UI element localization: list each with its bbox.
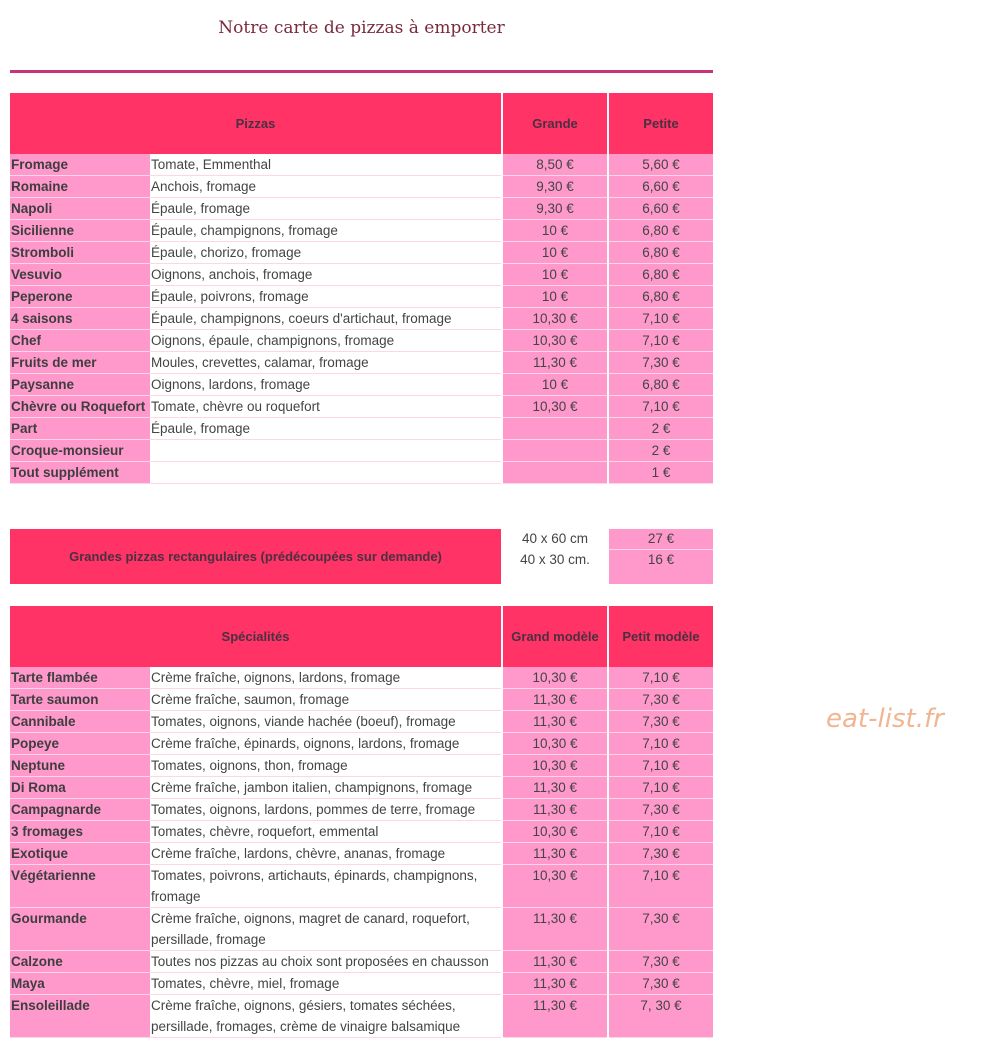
table-row (10, 951, 713, 973)
menu-item-name: Fruits de mer (10, 352, 150, 374)
menu-item-name: Chef (10, 330, 150, 352)
table-row (10, 440, 713, 462)
petite-header: Petite (609, 93, 713, 154)
menu-item-description (150, 462, 501, 484)
page-title: Notre carte de pizzas à emporter (218, 18, 505, 38)
menu-item-price-small: 7,10 € (609, 308, 713, 330)
menu-item-name: Napoli (10, 198, 150, 220)
menu-item-price-large: 10 € (503, 264, 607, 286)
menu-item-price-large: 10,30 € (503, 667, 607, 689)
table-row (10, 995, 713, 1038)
table-row (10, 711, 713, 733)
table-row (10, 908, 713, 951)
table-row (10, 755, 713, 777)
menu-item-name: Calzone (10, 951, 150, 973)
menu-item-price-small: 7,30 € (609, 951, 713, 973)
menu-item-price-small: 5,60 € (609, 154, 713, 176)
menu-item-price-small: 7,10 € (609, 330, 713, 352)
rect-price-small: 16 € (609, 550, 713, 570)
table-row (10, 396, 713, 418)
table-row (10, 821, 713, 843)
menu-item-name: Sicilienne (10, 220, 150, 242)
menu-item-description: Tomates, poivrons, artichauts, épinards, champignons, fromage (150, 865, 501, 908)
menu-item-price-large: 10 € (503, 374, 607, 396)
grand-modele-header: Grand modèle (503, 606, 607, 667)
pizzas-header: Pizzas (10, 93, 501, 154)
table-row (10, 777, 713, 799)
menu-item-name: Chèvre ou Roquefort (10, 396, 150, 418)
rectangular-pizzas (10, 529, 713, 584)
rect-price-large: 27 € (609, 529, 713, 549)
menu-item-name: Végétarienne (10, 865, 150, 908)
menu-item-price-small: 2 € (609, 418, 713, 440)
menu-item-price-large: 11,30 € (503, 995, 607, 1038)
menu-item-name: Croque-monsieur (10, 440, 150, 462)
menu-item-name: 4 saisons (10, 308, 150, 330)
table-row (10, 865, 713, 908)
menu-item-name: Paysanne (10, 374, 150, 396)
table-row (10, 352, 713, 374)
menu-item-price-small: 7,10 € (609, 777, 713, 799)
table-row (10, 733, 713, 755)
menu-item-price-small: 7, 30 € (609, 995, 713, 1038)
rectangular-label: Grandes pizzas rectangulaires (prédécoupées sur demande) (10, 529, 501, 584)
menu-item-name: Di Roma (10, 777, 150, 799)
menu-item-price-large: 10,30 € (503, 821, 607, 843)
menu-item-description: Crème fraîche, saumon, fromage (150, 689, 501, 711)
table-row (10, 286, 713, 308)
menu-item-name: Tarte flambée (10, 667, 150, 689)
menu-item-price-large: 11,30 € (503, 352, 607, 374)
menu-item-price-large (503, 418, 607, 440)
menu-item-name: Cannibale (10, 711, 150, 733)
menu-item-price-large: 10,30 € (503, 330, 607, 352)
menu-item-price-large (503, 440, 607, 462)
menu-item-price-large: 10,30 € (503, 865, 607, 908)
menu-item-name: Gourmande (10, 908, 150, 951)
table-row (10, 176, 713, 198)
menu-item-price-large: 11,30 € (503, 777, 607, 799)
menu-item-price-large: 10 € (503, 220, 607, 242)
menu-item-description: Épaule, fromage (150, 418, 501, 440)
pizzas-header-row (10, 93, 713, 154)
table-row (10, 220, 713, 242)
menu-item-name: Stromboli (10, 242, 150, 264)
menu-item-price-small: 2 € (609, 440, 713, 462)
menu-item-description: Tomates, oignons, lardons, pommes de terre, fromage (150, 799, 501, 821)
menu-item-description: Oignons, anchois, fromage (150, 264, 501, 286)
menu-item-price-large: 11,30 € (503, 843, 607, 865)
menu-item-name: 3 fromages (10, 821, 150, 843)
menu-item-description: Épaule, fromage (150, 198, 501, 220)
menu-item-price-large: 9,30 € (503, 176, 607, 198)
menu-item-name: Fromage (10, 154, 150, 176)
menu-item-price-large: 10 € (503, 286, 607, 308)
menu-item-price-small: 7,10 € (609, 865, 713, 908)
rect-size-small: 40 x 30 cm. (520, 552, 590, 567)
menu-item-price-large: 10,30 € (503, 755, 607, 777)
menu-item-price-large: 8,50 € (503, 154, 607, 176)
grande-header: Grande (503, 93, 607, 154)
watermark-logo: eat-list.fr (826, 704, 944, 734)
specials-header-row (10, 606, 713, 667)
menu-item-description: Épaule, champignons, coeurs d'artichaut, fromage (150, 308, 501, 330)
menu-item-price-large: 10,30 € (503, 733, 607, 755)
menu-item-price-small: 1 € (609, 462, 713, 484)
petit-modele-header: Petit modèle (609, 606, 713, 667)
menu-item-price-small: 7,30 € (609, 908, 713, 951)
menu-item-price-small: 7,10 € (609, 755, 713, 777)
menu-item-price-large: 10,30 € (503, 308, 607, 330)
menu-item-price-small: 7,10 € (609, 396, 713, 418)
menu-item-price-large: 11,30 € (503, 951, 607, 973)
menu-item-price-small: 6,80 € (609, 264, 713, 286)
menu-item-price-small: 7,30 € (609, 799, 713, 821)
menu-item-description: Crème fraîche, épinards, oignons, lardons, fromage (150, 733, 501, 755)
pizzas-table (10, 93, 713, 484)
menu-item-description: Anchois, fromage (150, 176, 501, 198)
table-row (10, 973, 713, 995)
menu-item-price-small: 6,60 € (609, 198, 713, 220)
menu-item-description: Crème fraîche, oignons, magret de canard, roquefort, persillade, fromage (150, 908, 501, 951)
menu-item-description: Crème fraîche, oignons, gésiers, tomates séchées, persillade, fromages, crème de vinaigre balsamique (150, 995, 501, 1038)
menu-item-price-small: 7,30 € (609, 843, 713, 865)
table-row (10, 308, 713, 330)
menu-item-name: Popeye (10, 733, 150, 755)
table-row (10, 374, 713, 396)
table-row (10, 264, 713, 286)
menu-item-name: Tarte saumon (10, 689, 150, 711)
menu-item-price-large: 11,30 € (503, 908, 607, 951)
menu-item-description: Épaule, poivrons, fromage (150, 286, 501, 308)
menu-item-description: Oignons, épaule, champignons, fromage (150, 330, 501, 352)
menu-item-price-small: 7,30 € (609, 973, 713, 995)
menu-item-name: Maya (10, 973, 150, 995)
menu-item-name: Neptune (10, 755, 150, 777)
menu-item-price-large: 11,30 € (503, 799, 607, 821)
menu-item-price-small: 6,80 € (609, 220, 713, 242)
menu-item-description (150, 440, 501, 462)
menu-item-price-small: 6,80 € (609, 286, 713, 308)
menu-item-price-small: 7,10 € (609, 667, 713, 689)
menu-item-price-small: 6,80 € (609, 242, 713, 264)
menu-item-description: Toutes nos pizzas au choix sont proposées en chausson (150, 951, 501, 973)
menu-item-price-small: 7,10 € (609, 821, 713, 843)
rect-size-large: 40 x 60 cm (521, 531, 589, 546)
table-row (10, 154, 713, 176)
table-row (10, 689, 713, 711)
table-row (10, 799, 713, 821)
table-row (10, 462, 713, 484)
menu-item-name: Romaine (10, 176, 150, 198)
menu-item-price-small: 6,80 € (609, 374, 713, 396)
menu-item-description: Tomates, oignons, viande hachée (boeuf), fromage (150, 711, 501, 733)
menu-item-price-small: 7,30 € (609, 352, 713, 374)
menu-item-price-small: 7,30 € (609, 711, 713, 733)
menu-item-description: Crème fraîche, oignons, lardons, fromage (150, 667, 501, 689)
table-row (10, 843, 713, 865)
menu-item-price-large: 11,30 € (503, 689, 607, 711)
table-row (10, 242, 713, 264)
menu-item-description: Moules, crevettes, calamar, fromage (150, 352, 501, 374)
menu-item-description: Tomates, chèvre, miel, fromage (150, 973, 501, 995)
menu-item-name: Peperone (10, 286, 150, 308)
specials-table (10, 606, 713, 1038)
menu-item-name: Ensoleillade (10, 995, 150, 1038)
table-row (10, 418, 713, 440)
table-row (10, 198, 713, 220)
menu-item-description: Tomate, chèvre ou roquefort (150, 396, 501, 418)
menu-item-price-large: 10 € (503, 242, 607, 264)
menu-item-price-small: 7,30 € (609, 689, 713, 711)
table-row (10, 330, 713, 352)
specials-header: Spécialités (10, 606, 501, 667)
table-row (10, 667, 713, 689)
menu-item-name: Part (10, 418, 150, 440)
menu-item-price-large (503, 462, 607, 484)
menu-item-description: Tomate, Emmenthal (150, 154, 501, 176)
menu-item-description: Oignons, lardons, fromage (150, 374, 501, 396)
menu-item-price-large: 10,30 € (503, 396, 607, 418)
menu-item-price-small: 7,10 € (609, 733, 713, 755)
menu-item-name: Campagnarde (10, 799, 150, 821)
menu-item-price-large: 11,30 € (503, 711, 607, 733)
menu-item-description: Crème fraîche, lardons, chèvre, ananas, fromage (150, 843, 501, 865)
menu-item-description: Crème fraîche, jambon italien, champignons, fromage (150, 777, 501, 799)
menu-item-name: Exotique (10, 843, 150, 865)
menu-item-description: Tomates, oignons, thon, fromage (150, 755, 501, 777)
menu-item-description: Épaule, chorizo, fromage (150, 242, 501, 264)
menu-item-price-large: 9,30 € (503, 198, 607, 220)
menu-item-description: Tomates, chèvre, roquefort, emmental (150, 821, 501, 843)
menu-item-price-large: 11,30 € (503, 973, 607, 995)
menu-item-price-small: 6,60 € (609, 176, 713, 198)
title-divider (10, 70, 713, 73)
menu-item-name: Vesuvio (10, 264, 150, 286)
menu-item-description: Épaule, champignons, fromage (150, 220, 501, 242)
menu-item-name: Tout supplément (10, 462, 150, 484)
